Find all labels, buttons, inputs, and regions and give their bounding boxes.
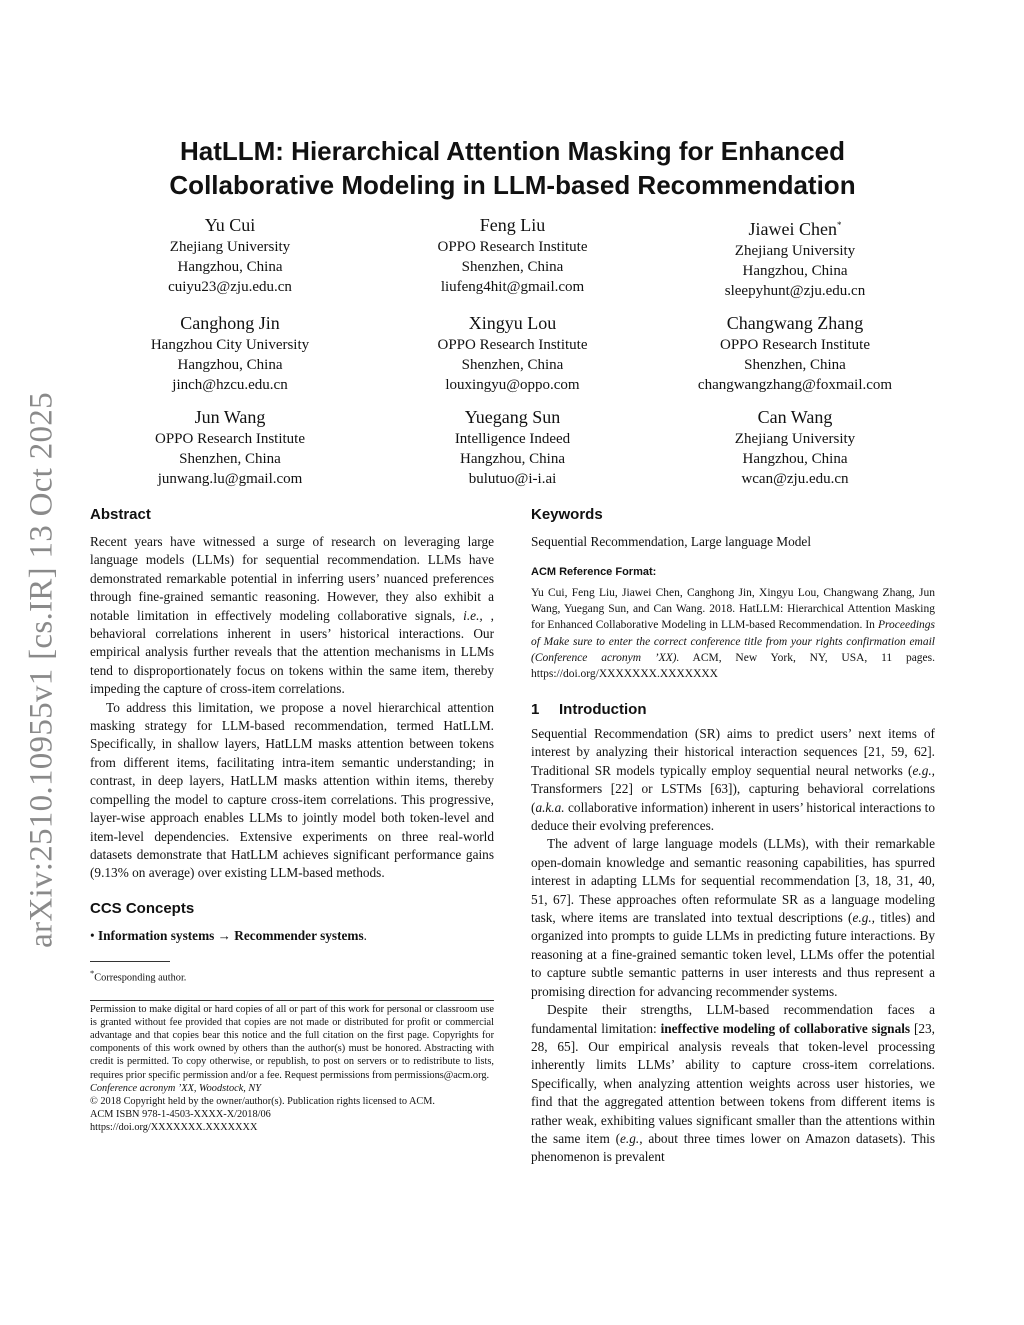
author-name: Yuegang Sun — [464, 407, 561, 427]
author-card — [373, 213, 653, 301]
author-location: Shenzhen, China — [744, 357, 846, 373]
footnote-text: Corresponding author. — [94, 972, 187, 984]
right-column — [531, 505, 935, 1167]
ccs-arrow: → — [217, 927, 231, 943]
author-email[interactable]: liufeng4hit@gmail.com — [440, 279, 585, 295]
author-name: Can Wang — [757, 407, 833, 427]
author-name: Canghong Jin — [180, 313, 280, 333]
author-email[interactable]: changwangzhang@foxmail.com — [697, 377, 893, 393]
author-location: Hangzhou, China — [177, 259, 283, 275]
author-card — [655, 311, 935, 395]
author-location: Hangzhou, China — [460, 451, 565, 467]
paper-title — [90, 134, 935, 202]
text-run: Recent years have witnessed a surge of research on leveraging large language models (LLMs) for sequential recommendation. LLMs have demonstrated remarkable potential in inferring users’ nuanced preferences through fine-grained semantic reasoning. However, they also exhibit a notable limitation in effectively modeling collaborative signals, — [90, 534, 494, 623]
text-run: Despite their strengths, LLM-based recommendation faces a fundamental limitation: — [531, 1002, 935, 1036]
author-card — [90, 213, 370, 301]
author-location: Shenzhen, China — [461, 259, 564, 275]
author-email[interactable]: sleepyhunt@zju.edu.cn — [724, 283, 866, 299]
intro-paragraph — [531, 725, 935, 835]
author-name: Jiawei Chen — [748, 219, 837, 239]
text-run: Sequential Recommendation (SR) aims to predict users’ next items of interest by analyzing their historical interaction sequences [21, 59, 62]. Traditional SR models typically employ sequential neural networks ( — [531, 726, 935, 778]
text-run: titles) and organized into prompts to guide LLMs in predicting future interactions. By reasoning at a fine-grained semantic token level, LLMs offer the potential to capture subtle semantic patterns in user interests and thus represent a promising direction for advancing recommender systems. — [531, 910, 935, 999]
abstract-heading: Abstract — [90, 506, 151, 523]
arxiv-stamp — [12, 385, 72, 955]
author-affiliation: OPPO Research Institute — [720, 337, 870, 353]
author-name: Xingyu Lou — [468, 313, 557, 333]
author-email[interactable]: bulutuo@i-i.ai — [468, 471, 557, 487]
arxiv-id: arXiv:2510.10955v1 [cs.IR] 13 Oct 2025 — [23, 392, 60, 948]
acm-reference — [531, 585, 935, 683]
author-name: Yu Cui — [204, 215, 256, 235]
ccs-item: Recommender systems — [234, 927, 364, 943]
title-line: Collaborative Modeling in LLM-based Recommendation — [169, 170, 856, 200]
corresponding-mark: * — [836, 220, 842, 230]
keywords-text: Sequential Recommendation, Large language Model — [531, 534, 812, 549]
title-line: HatLLM: Hierarchical Attention Masking for Enhanced — [179, 136, 845, 166]
author-email[interactable]: louxingyu@oppo.com — [445, 377, 580, 393]
footnote-rule — [90, 961, 170, 962]
text-run: Yu Cui, Feng Liu, Jiawei Chen, Canghong Jin, Xingyu Lou, Changwang Zhang, Jun Wang, Yuegang Sun, and Can Wang. 2018. HatLLM: Hierarchical Attention Masking for Enhanced Collaborative Modeling in LLM-based Recommendation. In — [531, 586, 935, 632]
author-location: Hangzhou, China — [742, 263, 848, 279]
ccs-concepts — [90, 927, 494, 945]
ccs-end: . — [363, 927, 367, 943]
author-name: Jun Wang — [194, 407, 266, 427]
author-name: Feng Liu — [479, 215, 546, 235]
text-run: The advent of large language models (LLMs), with their remarkable open-domain knowledge and semantic reasoning capabilities, has spurred interest in adapting LLMs for sequential recommendation [3, 18, 31, 40, 51, 67]. These approaches often reformulate SR as a language modeling task, where items are translated into textual descriptions ( — [531, 836, 935, 926]
ccs-heading: CCS Concepts — [90, 899, 195, 917]
author-email[interactable]: wcan@zju.edu.cn — [741, 471, 849, 487]
author-name-wrap — [655, 213, 935, 241]
author-affiliation: Intelligence Indeed — [454, 431, 571, 447]
conference-line: Conference acronym ’XX, Woodstock, NY — [90, 1082, 262, 1094]
author-name: Changwang Zhang — [726, 313, 864, 333]
doi-link[interactable]: https://doi.org/XXXXXXX.XXXXXXX — [90, 1122, 258, 1134]
ccs-bullet: • — [90, 927, 95, 943]
intro-heading — [531, 701, 935, 719]
intro-paragraph — [531, 835, 935, 1001]
author-card — [655, 405, 935, 489]
footnote-mark: * — [90, 968, 95, 979]
author-row — [90, 213, 935, 301]
text-run-italic: a.k.a. — [535, 799, 565, 815]
author-email[interactable]: junwang.lu@gmail.com — [157, 471, 303, 487]
author-row — [90, 311, 935, 395]
author-location: Shenzhen, China — [179, 451, 281, 467]
author-card — [655, 213, 935, 301]
author-row — [90, 405, 935, 489]
author-affiliation: Zhejiang University — [734, 431, 856, 447]
permission-block — [90, 1000, 494, 1135]
author-affiliation: OPPO Research Institute — [155, 431, 305, 447]
author-email[interactable]: cuiyu23@zju.edu.cn — [168, 279, 292, 295]
author-card — [373, 311, 653, 395]
text-run: [23, 28, 65]. Our empirical analysis reveals that token-level processing inherently limits LLMs’ ability to capture cross-item correlations. Specifically, when analyzing attention weights across user histories, we find that the aggregated attention between tokens from different items is rather weak, exhibiting values significant smaller than the attentions within the same item ( — [531, 1020, 936, 1146]
left-column — [90, 505, 494, 1135]
text-run: collaborative information) inherent in users’ historical interactions to deduce their evolving preferences. — [531, 799, 935, 834]
author-email[interactable]: jinch@hzcu.edu.cn — [172, 377, 288, 393]
text-run: ACM, New York, NY, USA, 11 pages. https://doi.org/XXXXXXX.XXXXXXX — [531, 652, 935, 681]
text-run-italic: e.g., — [620, 1130, 643, 1146]
section-title: Introduction — [559, 700, 647, 718]
author-affiliation: Zhejiang University — [734, 243, 856, 259]
text-run-italic: i.e., — [463, 607, 483, 623]
author-location: Shenzhen, China — [461, 357, 564, 373]
author-card — [90, 311, 370, 395]
author-location: Hangzhou, China — [742, 451, 848, 467]
author-location: Hangzhou, China — [177, 357, 283, 373]
keywords-heading: Keywords — [531, 506, 603, 523]
author-card — [90, 405, 370, 489]
acm-ref-heading: ACM Reference Format: — [531, 566, 657, 579]
author-affiliation: Hangzhou City University — [150, 337, 310, 353]
text-run-italic: Proceedings of Make sure to enter the correct conference title from your rights confirmation email (Conference acronym ’XX). — [531, 619, 935, 664]
author-affiliation: OPPO Research Institute — [437, 239, 588, 255]
text-run: about three times lower on Amazon datasets). This phenomenon is prevalent — [531, 1130, 935, 1165]
footnote — [90, 966, 494, 985]
text-run-bold: ineffective modeling of collaborative signals — [660, 1020, 911, 1036]
permission-text: Permission to make digital or hard copies of all or part of this work for personal or classroom use is granted without fee provided that copies are not made or distributed for profit or commercial advantage and that copies bear this notice and the full citation on the first page. Copyrights for components of this work owned by others than the author(s) must be honored. Abstracting with credit is permitted. To copy otherwise, or republish, to post on servers or to redistribute to lists, requires prior specific permission and/or a fee. Request permissions from permissions@acm.org. — [90, 1003, 494, 1081]
text-run: Transformers [22] or LSTMs [63]), capturing behavioral correlations ( — [531, 781, 935, 815]
author-card — [373, 405, 653, 489]
intro-paragraph — [531, 1001, 935, 1167]
isbn-line: ACM ISBN 978-1-4503-XXXX-X/2018/06 — [90, 1109, 271, 1121]
text-run-italic: e.g., — [912, 762, 935, 778]
abstract-paragraph: To address this limitation, we propose a novel hierarchical attention masking strategy for LLM-based recommendation, termed HatLLM. Specifically, in shallow layers, HatLLM masks attention between tokens from different items, facilitating intra-item semantic understanding; in contrast, in deep layers, HatLLM masks attention within items, thereby compelling the model to capture cross-item correlations. This progressive, layer-wise approach enables LLMs to jointly model both token-level and item-level dependencies. Extensive experiments on three real-world datasets demonstrate that HatLLM achieves significant performance gains (9.13% on average) over existing LLM-based methods. — [90, 699, 494, 881]
copyright-line: © 2018 Copyright held by the owner/author(s). Publication rights licensed to ACM. — [90, 1095, 436, 1107]
author-block — [90, 213, 935, 499]
abstract-paragraph — [90, 533, 494, 699]
section-number: 1 — [531, 700, 540, 718]
text-run: , behavioral correlations inherent in users’ historical interactions. Our empirical analysis further reveals that the attention mechanisms in LLMs tend to disproportionately focus on tokens within the same item, thereby impeding the capture of cross-item correlations. — [90, 607, 494, 697]
ccs-item: Information systems — [97, 927, 215, 943]
text-run-italic: e.g., — [852, 910, 876, 926]
author-affiliation: Zhejiang University — [169, 239, 291, 255]
author-affiliation: OPPO Research Institute — [437, 337, 588, 353]
